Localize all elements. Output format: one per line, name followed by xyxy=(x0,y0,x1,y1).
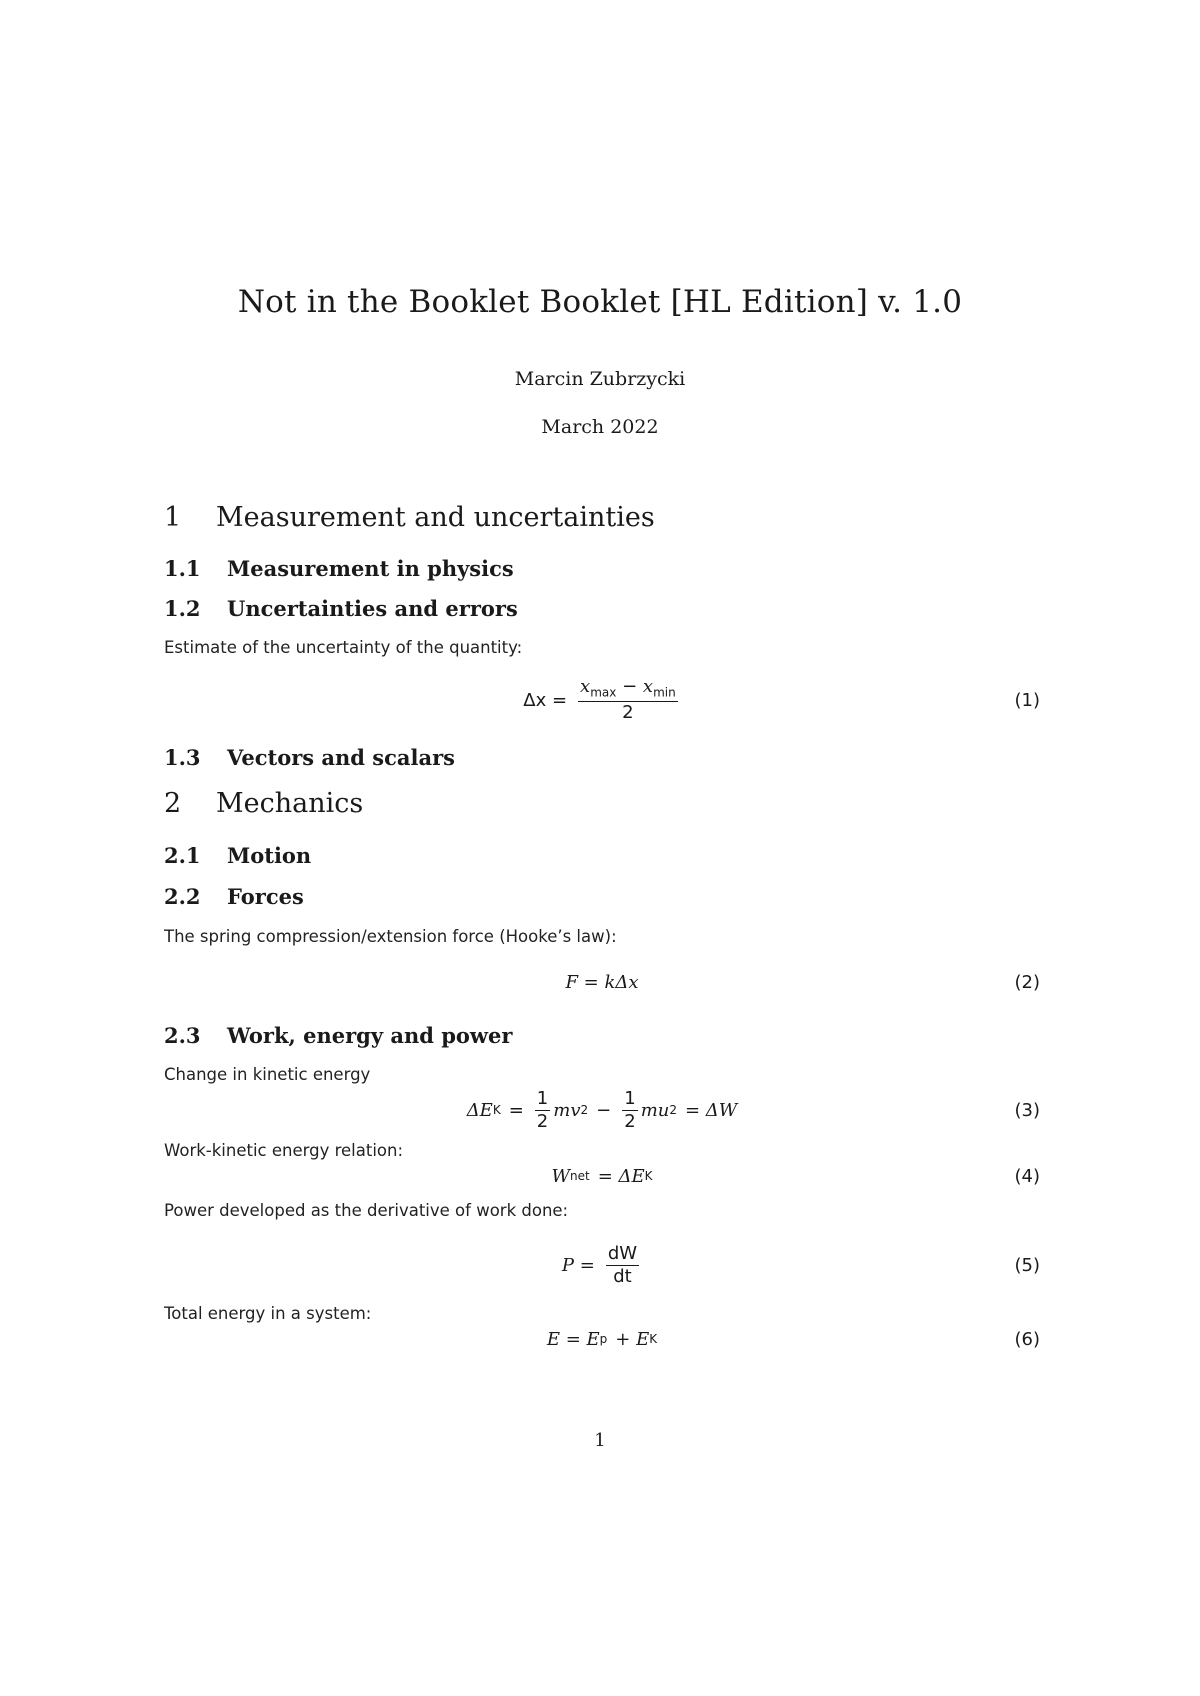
eq-sub-k: K xyxy=(649,1332,658,1346)
eq-delta-w: = ΔW xyxy=(685,1099,738,1121)
equation-1 xyxy=(164,672,1040,728)
equation-expression xyxy=(164,672,1040,728)
subsection-number: 2.2 xyxy=(164,884,201,909)
subsection-1-1-heading xyxy=(164,556,514,581)
eq-sub-min: min xyxy=(653,685,676,700)
section-title: Mechanics xyxy=(216,788,364,819)
equation-6 xyxy=(164,1311,1040,1367)
eq-hookes-law: F = kΔx xyxy=(565,971,639,993)
section-title: Measurement and uncertainties xyxy=(216,502,655,533)
subsection-number: 2.3 xyxy=(164,1023,201,1048)
subsection-2-3-heading xyxy=(164,1023,512,1048)
document-author: Marcin Zubrzycki xyxy=(514,368,686,390)
paragraph-power: Power developed as the derivative of work done: xyxy=(164,1201,569,1220)
eq-e-ep: E = E xyxy=(546,1328,600,1350)
section-1-heading xyxy=(164,502,655,533)
document-title: Not in the Booklet Booklet [HL Edition] v. 1.0 xyxy=(237,284,963,320)
subsection-1-3-heading xyxy=(164,745,455,770)
eq-denominator: 2 xyxy=(536,1110,549,1132)
eq-var-x: x xyxy=(580,676,591,698)
subsection-number: 1.2 xyxy=(164,596,201,621)
document-date: March 2022 xyxy=(541,416,659,438)
eq-minus: − xyxy=(596,1099,612,1121)
equation-expression xyxy=(164,1148,1040,1204)
eq-lhs: Δx = xyxy=(523,689,568,711)
section-2-heading xyxy=(164,788,363,819)
section-number: 1 xyxy=(164,502,182,533)
eq-plus-ek: + E xyxy=(615,1328,650,1350)
section-number: 2 xyxy=(164,788,182,819)
paragraph-hookes-law: The spring compression/extension force (Hooke’s law): xyxy=(164,927,617,946)
equation-3 xyxy=(164,1082,1040,1138)
eq-half-fraction xyxy=(622,1089,637,1132)
equation-number: (1) xyxy=(1014,689,1040,711)
eq-sub-k: K xyxy=(644,1169,653,1183)
eq-numerator: 1 xyxy=(624,1087,636,1109)
eq-sub-net: net xyxy=(569,1169,590,1183)
eq-minus: − xyxy=(622,676,638,698)
subsection-1-2-heading xyxy=(164,596,518,621)
paragraph-kinetic-energy: Change in kinetic energy xyxy=(164,1065,371,1084)
equation-expression xyxy=(164,1237,1040,1293)
eq-w: W xyxy=(551,1165,570,1187)
subsection-title: Forces xyxy=(227,884,304,909)
equation-expression xyxy=(164,1311,1040,1367)
eq-delta-ek: = ΔE xyxy=(597,1165,645,1187)
eq-half-fraction xyxy=(535,1089,550,1132)
equation-4 xyxy=(164,1148,1040,1204)
equation-number: (5) xyxy=(1014,1254,1040,1276)
eq-sub-k: K xyxy=(492,1103,501,1117)
eq-lhs: P = xyxy=(561,1254,595,1276)
subsection-title: Uncertainties and errors xyxy=(227,596,518,621)
eq-fraction xyxy=(606,1244,639,1287)
equation-number: (4) xyxy=(1014,1165,1040,1187)
eq-mu: mu xyxy=(640,1099,670,1121)
eq-mv: mv xyxy=(553,1099,581,1121)
subsection-title: Vectors and scalars xyxy=(227,745,455,770)
eq-denominator: dt xyxy=(613,1265,632,1287)
eq-numerator: dW xyxy=(607,1242,638,1264)
eq-delta-ek: ΔE xyxy=(466,1099,493,1121)
subsection-2-2-heading xyxy=(164,884,304,909)
subsection-title: Motion xyxy=(227,843,312,868)
eq-fraction xyxy=(578,677,678,723)
equation-5 xyxy=(164,1237,1040,1293)
equation-number: (6) xyxy=(1014,1328,1040,1350)
eq-sup-2: 2 xyxy=(580,1103,589,1117)
page-number: 1 xyxy=(594,1430,606,1451)
paragraph-uncertainty: Estimate of the uncertainty of the quantity: xyxy=(164,638,523,657)
eq-var-x: x xyxy=(642,676,654,698)
subsection-number: 1.3 xyxy=(164,745,201,770)
equation-number: (3) xyxy=(1014,1099,1040,1121)
eq-equals: = xyxy=(508,1099,524,1121)
eq-denominator: 2 xyxy=(622,701,634,723)
subsection-title: Work, energy and power xyxy=(227,1023,513,1048)
eq-sup-2: 2 xyxy=(669,1103,677,1117)
subsection-title: Measurement in physics xyxy=(227,556,514,581)
equation-number: (2) xyxy=(1014,971,1040,993)
equation-expression xyxy=(164,954,1040,1010)
subsection-number: 2.1 xyxy=(164,843,201,868)
subsection-2-1-heading xyxy=(164,843,311,868)
eq-denominator: 2 xyxy=(624,1110,636,1132)
eq-numerator: 1 xyxy=(536,1087,549,1109)
eq-sub-max: max xyxy=(590,685,617,700)
subsection-number: 1.1 xyxy=(164,556,201,581)
equation-expression xyxy=(164,1082,1040,1138)
paragraph-total-energy: Total energy in a system: xyxy=(164,1304,372,1323)
paragraph-work-kinetic: Work-kinetic energy relation: xyxy=(164,1141,404,1160)
eq-sub-p: p xyxy=(599,1332,608,1346)
equation-2 xyxy=(164,954,1040,1010)
eq-numerator xyxy=(578,677,678,702)
